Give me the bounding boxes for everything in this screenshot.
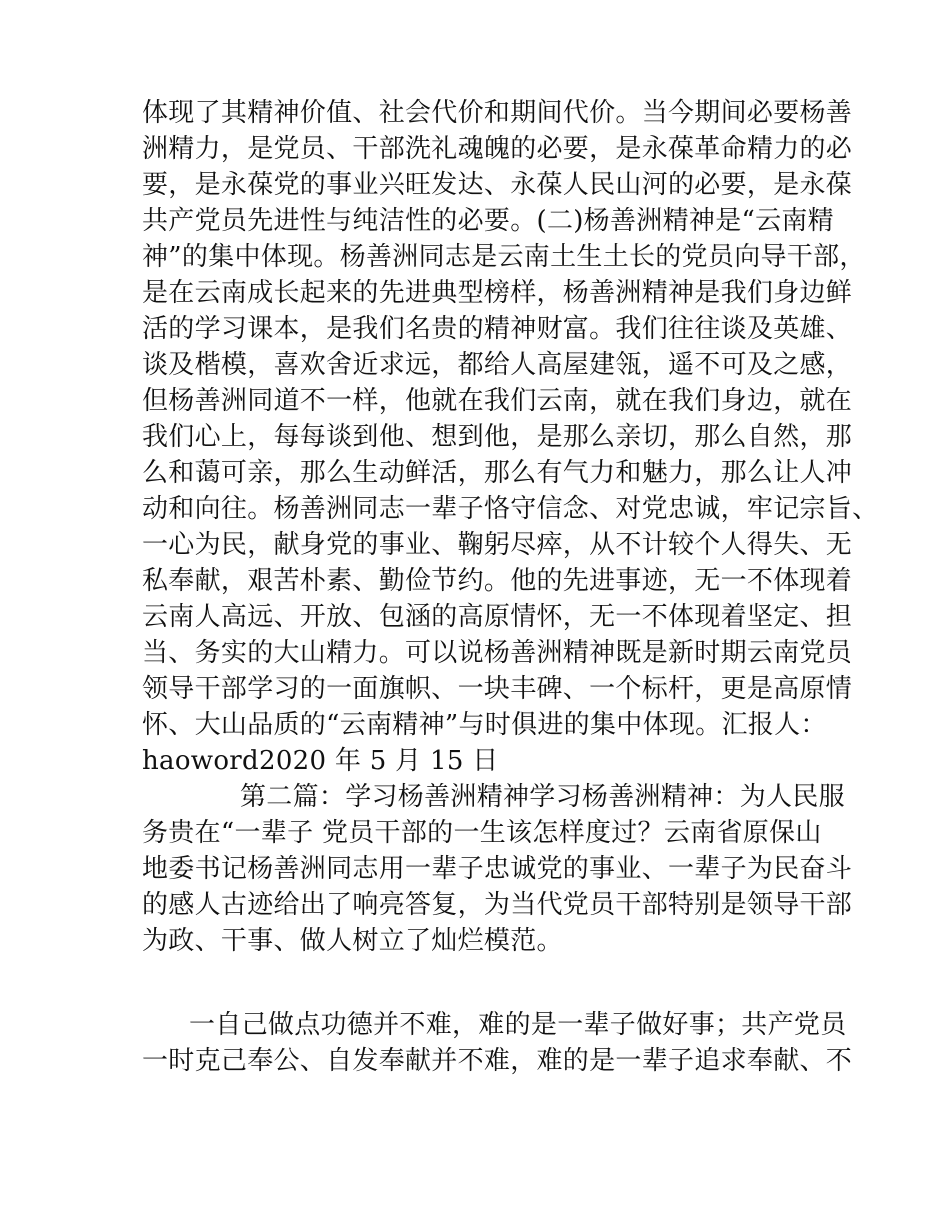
- text-line: 云南人高远、开放、包涵的高原情怀，无一不体现着坚定、担: [142, 602, 853, 632]
- text-line: 是在云南成长起来的先进典型榜样，杨善洲精神是我们身边鲜: [142, 278, 853, 308]
- text-line: 务贵在“一辈子 党员干部的一生该怎样度过？云南省原保山: [142, 818, 822, 848]
- text-line: 要，是永葆党的事业兴旺发达、永葆人民山河的必要，是永葆: [142, 170, 853, 200]
- text-line: 神”的集中体现。杨善洲同志是云南土生土长的党员向导干部，: [142, 242, 866, 272]
- text-line: 地委书记杨善洲同志用一辈子忠诚党的事业、一辈子为民奋斗: [142, 854, 853, 884]
- text-line: 一心为民，献身党的事业、鞠躬尽瘁，从不计较个人得失、无: [142, 530, 853, 560]
- text-line: 动和向往。杨善洲同志一辈子恪守信念、对党忠诚，牢记宗旨、: [142, 494, 879, 524]
- text-line: 但杨善洲同道不一样，他就在我们云南，就在我们身边，就在: [142, 386, 853, 416]
- paragraph-first-line: 一自己做点功德并不难，难的是一辈子做好事；共产党员: [189, 1010, 847, 1040]
- text-line: 洲精力，是党员、干部洗礼魂魄的必要，是永葆革命精力的必: [142, 134, 853, 164]
- text-line: 私奉献，艰苦朴素、勤俭节约。他的先进事迹，无一不体现着: [142, 566, 853, 596]
- text-line: 为政、干事、做人树立了灿烂模范。: [142, 926, 563, 956]
- text-line: haoword2020 年 5 月 15 日: [142, 746, 499, 776]
- text-line: 活的学习课本，是我们名贵的精神财富。我们往往谈及英雄、: [142, 314, 853, 344]
- text-line: 我们心上，每每谈到他、想到他，是那么亲切，那么自然，那: [142, 422, 853, 452]
- text-line: 么和蔼可亲，那么生动鲜活，那么有气力和魅力，那么让人冲: [142, 458, 853, 488]
- text-line: 怀、大山品质的“云南精神”与时俱进的集中体现。汇报人：: [142, 710, 827, 740]
- text-line: 的感人古迹给出了响亮答复，为当代党员干部特别是领导干部: [142, 890, 853, 920]
- section-heading-line: 第二篇：学习杨善洲精神学习杨善洲精神：为人民服: [240, 782, 845, 812]
- text-line: 共产党员先进性与纯洁性的必要。(二)杨善洲精神是“云南精: [142, 206, 834, 236]
- text-line: 一时克己奉公、自发奉献并不难，难的是一辈子追求奉献、不: [142, 1046, 853, 1076]
- text-line: 谈及楷模，喜欢舍近求远，都给人高屋建瓴，遥不可及之感，: [142, 350, 853, 380]
- text-line: 体现了其精神价值、社会代价和期间代价。当今期间必要杨善: [142, 98, 853, 128]
- text-line: 领导干部学习的一面旗帜、一块丰碑、一个标杆，更是高原情: [142, 674, 853, 704]
- text-line: 当、务实的大山精力。可以说杨善洲精神既是新时期云南党员: [142, 638, 853, 668]
